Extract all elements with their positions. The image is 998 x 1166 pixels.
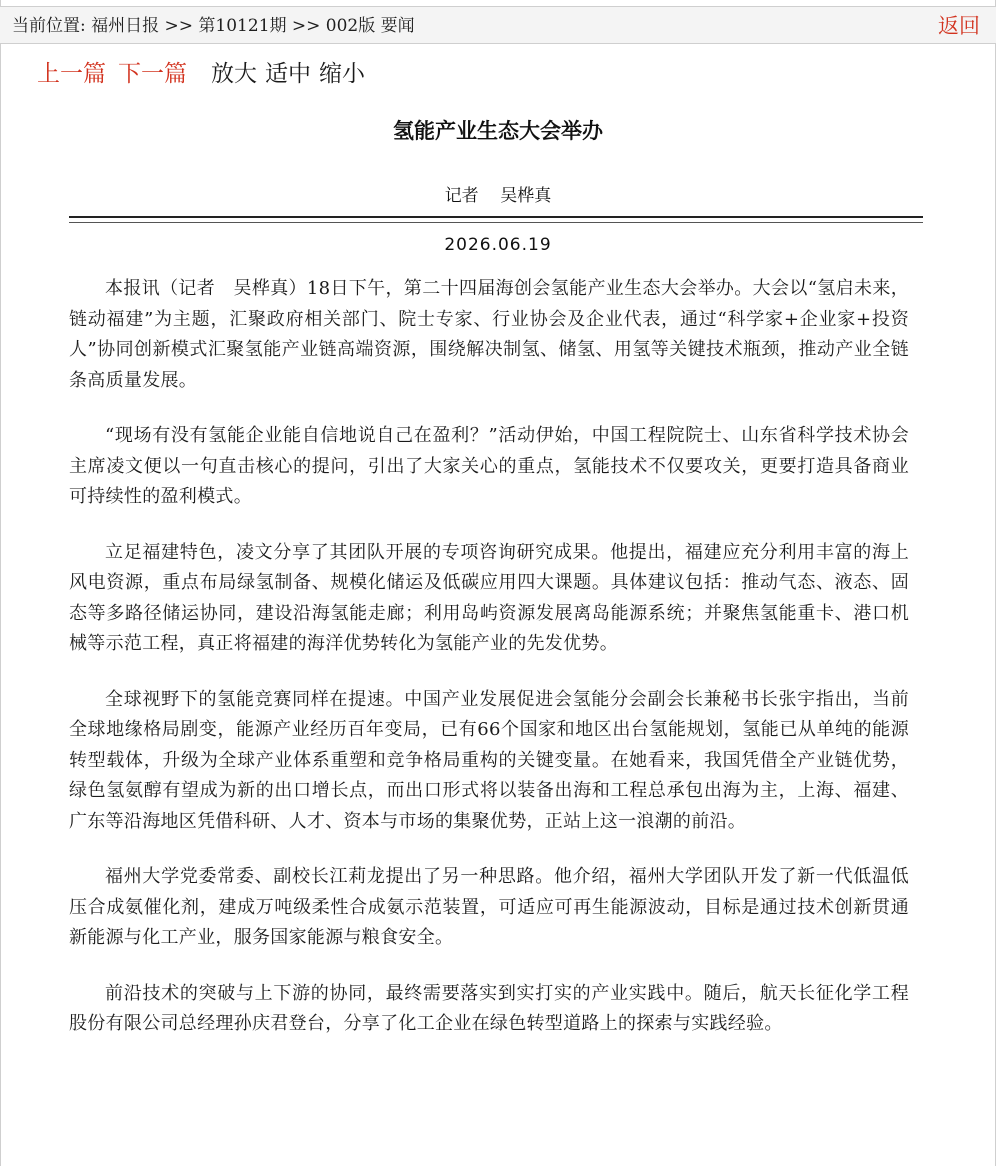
prev-article-link[interactable]: 上一篇 — [37, 61, 106, 87]
zoom-in-link[interactable]: 放大 — [211, 61, 257, 87]
back-link[interactable]: 返回 — [938, 14, 980, 38]
breadcrumb: 当前位置: 福州日报 >> 第10121期 >> 002版 要闻 — [12, 16, 415, 36]
paragraph-1: 本报讯（记者 吴桦真）18日下午，第二十四届海创会氢能产业生态大会举办。大会以“氢启未来，链动福建”为主题，汇聚政府相关部门、院士专家、行业协会及企业代表，通过“科学家+企业家+投资人”协同创新模式汇聚氢能产业链高端资源，围绕解决制氢、储氢、用氢等关键技术瓶颈，推动产业全链条高质量发展。 — [69, 278, 909, 391]
paragraph-6: 前沿技术的突破与上下游的协同，最终需要落实到实打实的产业实践中。随后，航天长征化学工程股份有限公司总经理孙庆君登台，分享了化工企业在绿色转型道路上的探索与实践经验。 — [69, 982, 909, 1034]
divider-thin — [69, 222, 923, 223]
article-nav — [37, 59, 365, 89]
article-author: 记者 吴桦真 — [444, 186, 552, 206]
zoom-fit-link[interactable]: 适中 — [265, 61, 311, 87]
article-body — [69, 274, 909, 1065]
paragraph-5: 福州大学党委常委、副校长江莉龙提出了另一种思路。他介绍，福州大学团队开发了新一代低温低压合成氨催化剂，建成万吨级柔性合成氨示范装置，可适应可再生能源波动，目标是通过技术创新贯通新能源与化工产业，服务国家能源与粮食安全。 — [69, 866, 909, 948]
paragraph-3: 立足福建特色，凌文分享了其团队开展的专项咨询研究成果。他提出，福建应充分利用丰富的海上风电资源，重点布局绿氢制备、规模化储运及低碳应用四大课题。具体建议包括：推动气态、液态、固态等多路径储运协同，建设沿海氢能走廊；利用岛屿资源发展离岛能源系统；并聚焦氢能重卡、港口机械等示范工程，真正将福建的海洋优势转化为氢能产业的先发优势。 — [69, 541, 909, 654]
location-bar — [0, 6, 996, 44]
divider-thick — [69, 216, 923, 218]
article-date: 2026.06.19 — [444, 235, 552, 255]
next-article-link[interactable]: 下一篇 — [118, 61, 187, 87]
zoom-out-link[interactable]: 缩小 — [319, 61, 365, 87]
article-title: 氢能产业生态大会举办 — [393, 119, 603, 143]
paragraph-4: 全球视野下的氢能竞赛同样在提速。中国产业发展促进会氢能分会副会长兼秘书长张宇指出，当前全球地缘格局剧变，能源产业经历百年变局，已有66个国家和地区出台氢能规划，氢能已从单纯的能源转型载体，升级为全球产业体系重塑和竞争格局重构的关键变量。在她看来，我国凭借全产业链优势，绿色氢氨醇有望成为新的出口增长点，而出口形式将以装备出海和工程总承包出海为主，上海、福建、广东等沿海地区凭借科研、人才、资本与市场的集聚优势，正站上这一浪潮的前沿。 — [69, 688, 909, 832]
paragraph-2: “现场有没有氢能企业能自信地说自己在盈利？”活动伊始，中国工程院院士、山东省科学技术协会主席凌文便以一句直击核心的提问，引出了大家关心的重点，氢能技术不仅要攻关，更要打造具备商业可持续性的盈利模式。 — [69, 425, 909, 507]
